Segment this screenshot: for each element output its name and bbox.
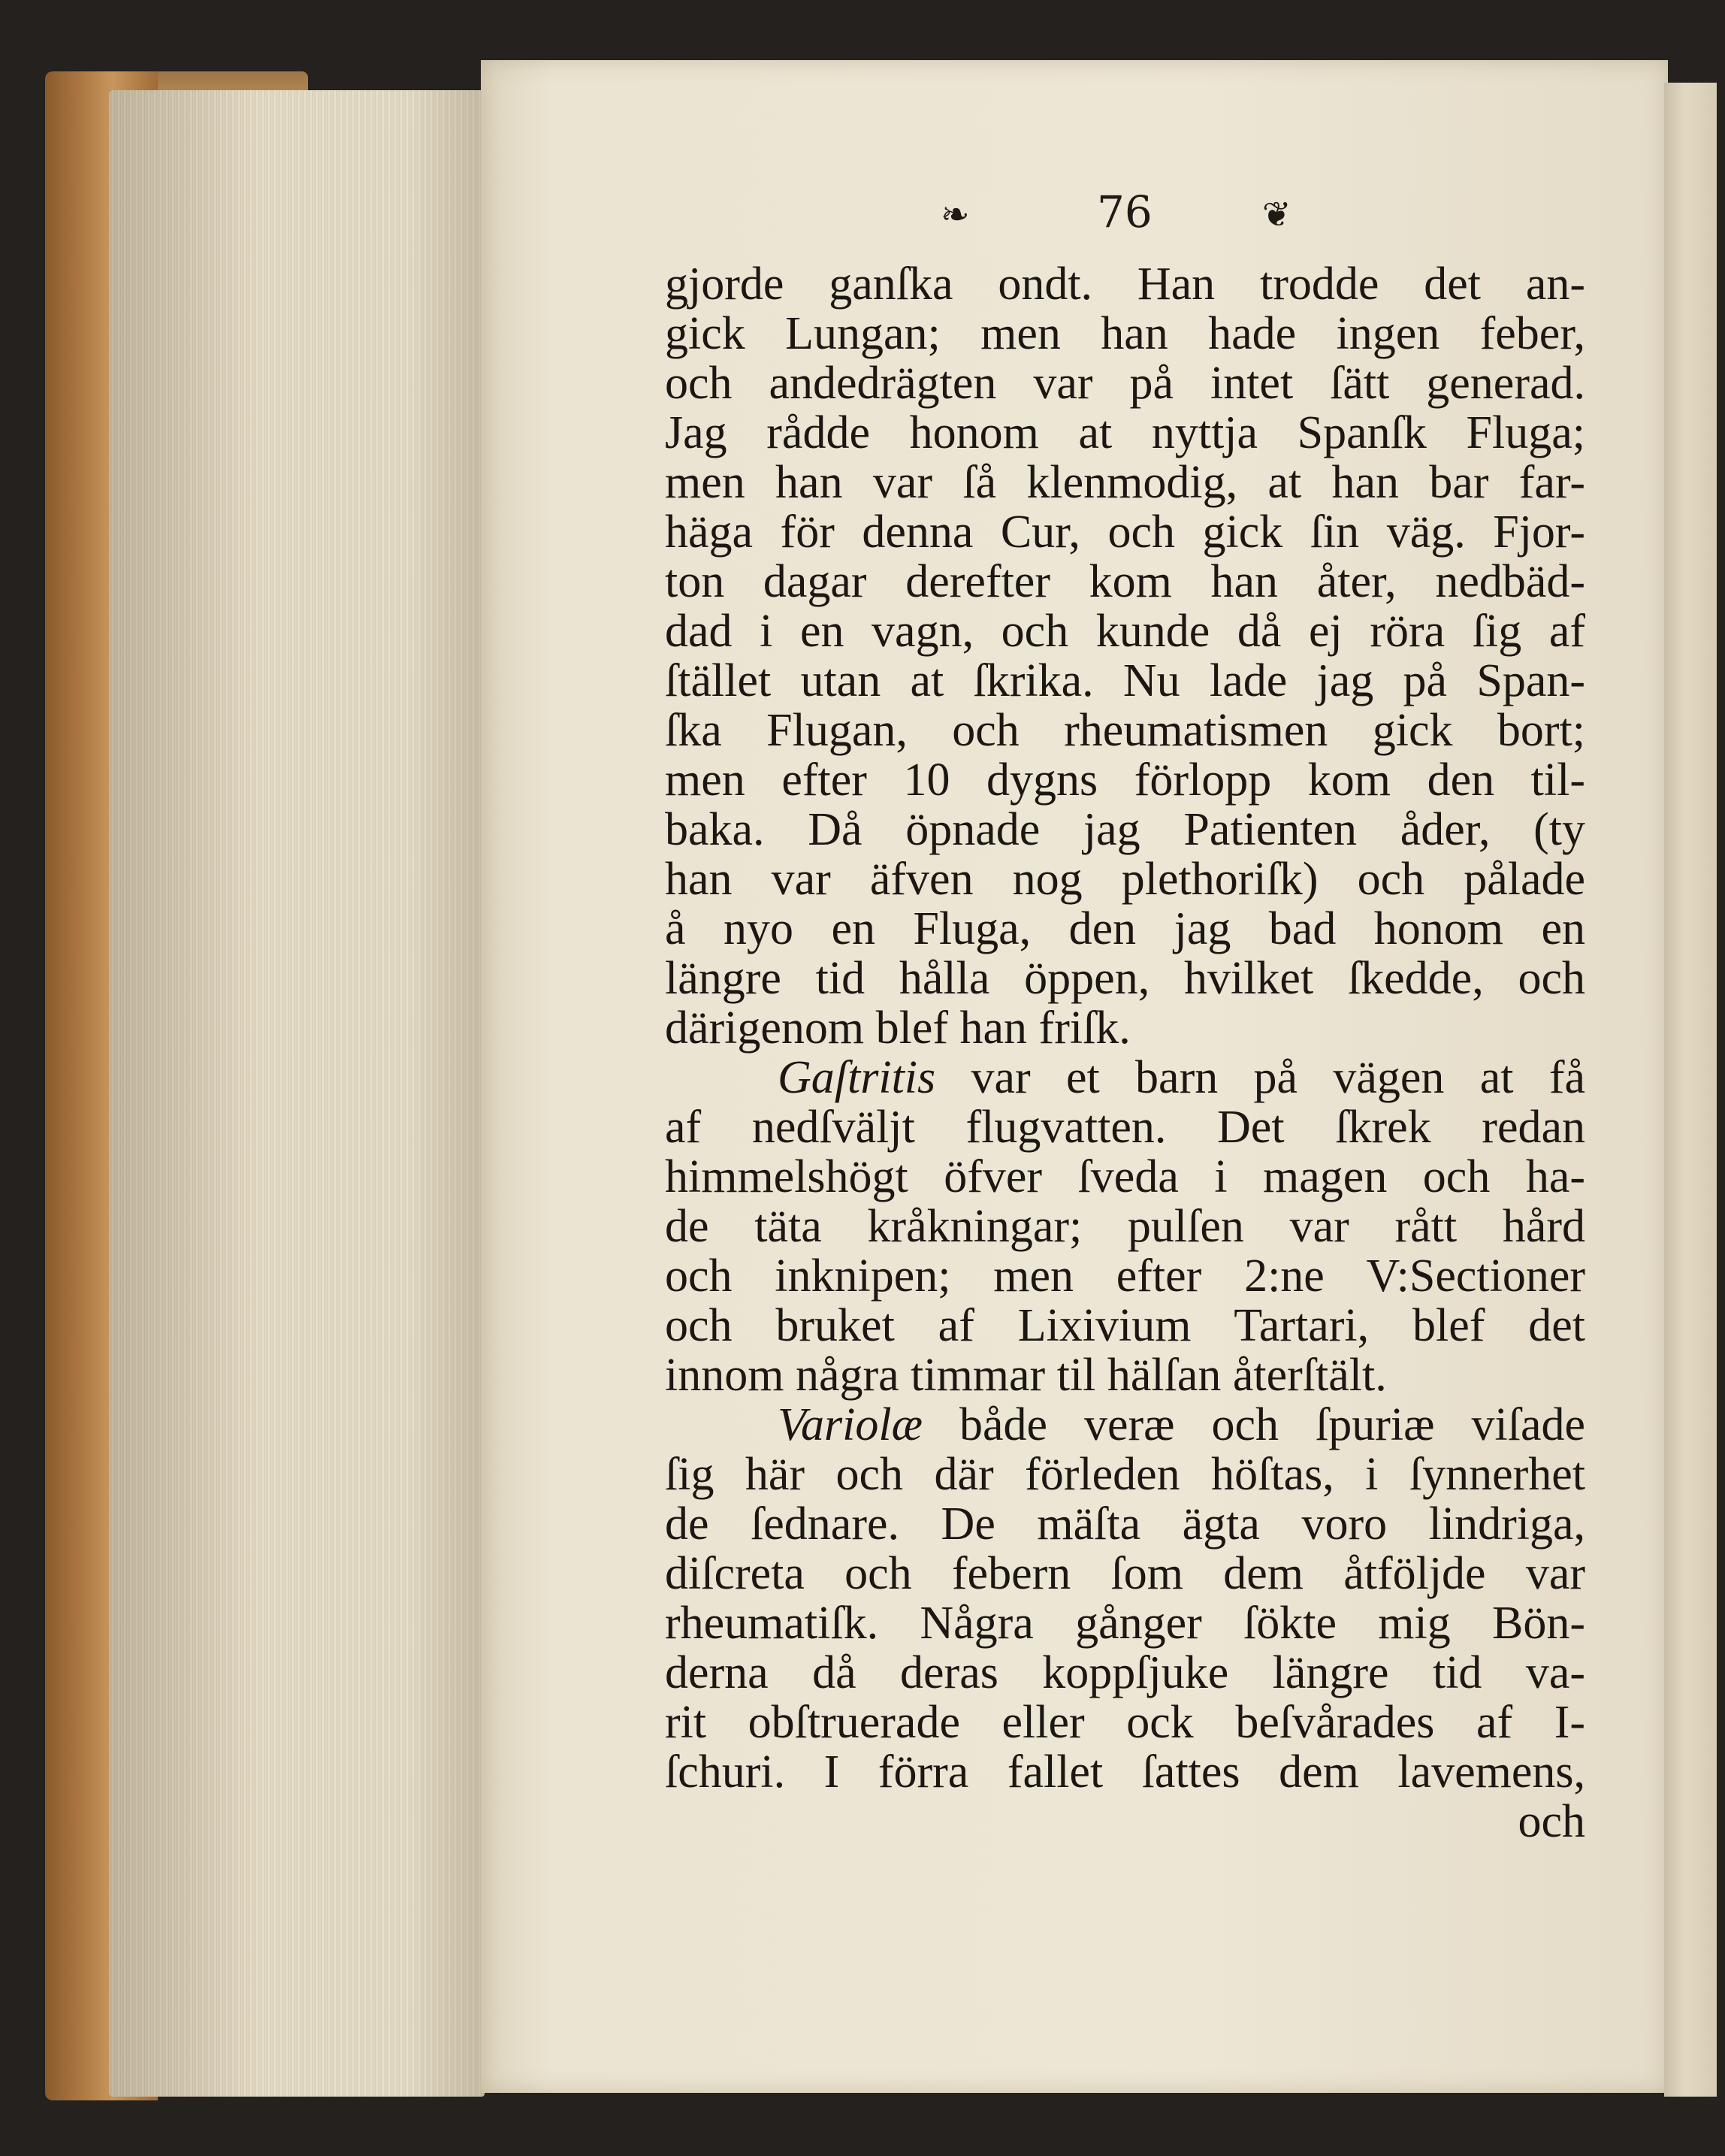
paragraph-lead-term: Gaſtritis: [778, 1052, 936, 1103]
text-line: ſka Flugan, och rheumatismen gick bort;: [665, 705, 1585, 756]
paragraph-lead-rest: både veræ och ſpuriæ viſade: [922, 1399, 1585, 1450]
page-header: [481, 180, 1668, 240]
text-line: och andedrägten var på intet ſätt generad.: [665, 358, 1585, 409]
text-line: därigenom blef han friſk.: [665, 1002, 1131, 1054]
text-line: ſchuri. I förra fallet ſattes dem lavemens,: [665, 1746, 1585, 1798]
paragraph-lead-rest: var et barn på vägen at få: [935, 1052, 1585, 1103]
text-line: diſcreta och febern ſom dem åtföljde var: [665, 1548, 1585, 1599]
paragraph-lead-line: [665, 1400, 1585, 1450]
text-line: rit obſtruerade eller ock beſvårades af I-: [665, 1697, 1585, 1748]
text-line: men han var ſå klenmodig, at han bar far-: [665, 457, 1585, 508]
text-line: baka. Då öpnade jag Patienten åder, (ty: [665, 804, 1585, 855]
text-line: men efter 10 dygns förlopp kom den til-: [665, 754, 1585, 806]
text-line: gjorde ganſka ondt. Han trodde det an-: [665, 259, 1585, 310]
text-line: de täta kråkningar; pulſen var rått hård: [665, 1201, 1585, 1252]
page-edges-shade: [109, 90, 485, 2097]
text-line: himmelshögt öfver ſveda i magen och ha-: [665, 1151, 1585, 1202]
text-line: derna då deras koppſjuke längre tid va-: [665, 1647, 1585, 1698]
text-line: af nedſväljt flugvatten. Det ſkrek redan: [665, 1102, 1585, 1153]
fleuron-right-icon: ❦: [1262, 194, 1291, 234]
text-line: och bruket af Lixivium Tartari, blef det: [665, 1300, 1585, 1351]
fleuron-left-icon: ❧: [941, 194, 970, 234]
text-line: å nyo en Fluga, den jag bad honom en: [665, 903, 1585, 954]
text-line: ton dagar derefter kom han åter, nedbäd-: [665, 556, 1585, 607]
catchword: och: [1518, 1796, 1585, 1847]
text-line: innom några timmar til hälſan återſtält.: [665, 1350, 1387, 1401]
page-number: 76: [1097, 186, 1153, 237]
text-line: han var äfven nog plethoriſk) och pålade: [665, 854, 1585, 905]
text-line: längre tid hålla öppen, hvilket ſkedde, och: [665, 953, 1585, 1004]
paragraph-lead-line: [665, 1053, 1585, 1102]
text-line: ſig här och där förleden höſtas, i ſynnerhet: [665, 1449, 1585, 1500]
paragraph-lead-term: Variolæ: [778, 1399, 923, 1450]
body-text: [665, 259, 1585, 1846]
text-line: ſtället utan at ſkrika. Nu lade jag på Span-: [665, 655, 1585, 706]
text-line: häga för denna Cur, och gick ſin väg. Fjor-: [665, 506, 1585, 558]
facing-page-edge: [1664, 83, 1717, 2097]
text-line: dad i en vagn, och kunde då ej röra ſig af: [665, 606, 1585, 657]
text-line: de ſednare. De mäſta ägta voro lindriga,: [665, 1498, 1585, 1550]
text-line: Jag rådde honom at nyttja Spanſk Fluga;: [665, 407, 1585, 458]
text-line: gick Lungan; men han hade ingen feber,: [665, 308, 1585, 359]
text-line: och inknipen; men efter 2:ne V:Sectioner: [665, 1250, 1585, 1302]
text-line: rheumatiſk. Några gånger ſökte mig Bön-: [665, 1598, 1585, 1649]
